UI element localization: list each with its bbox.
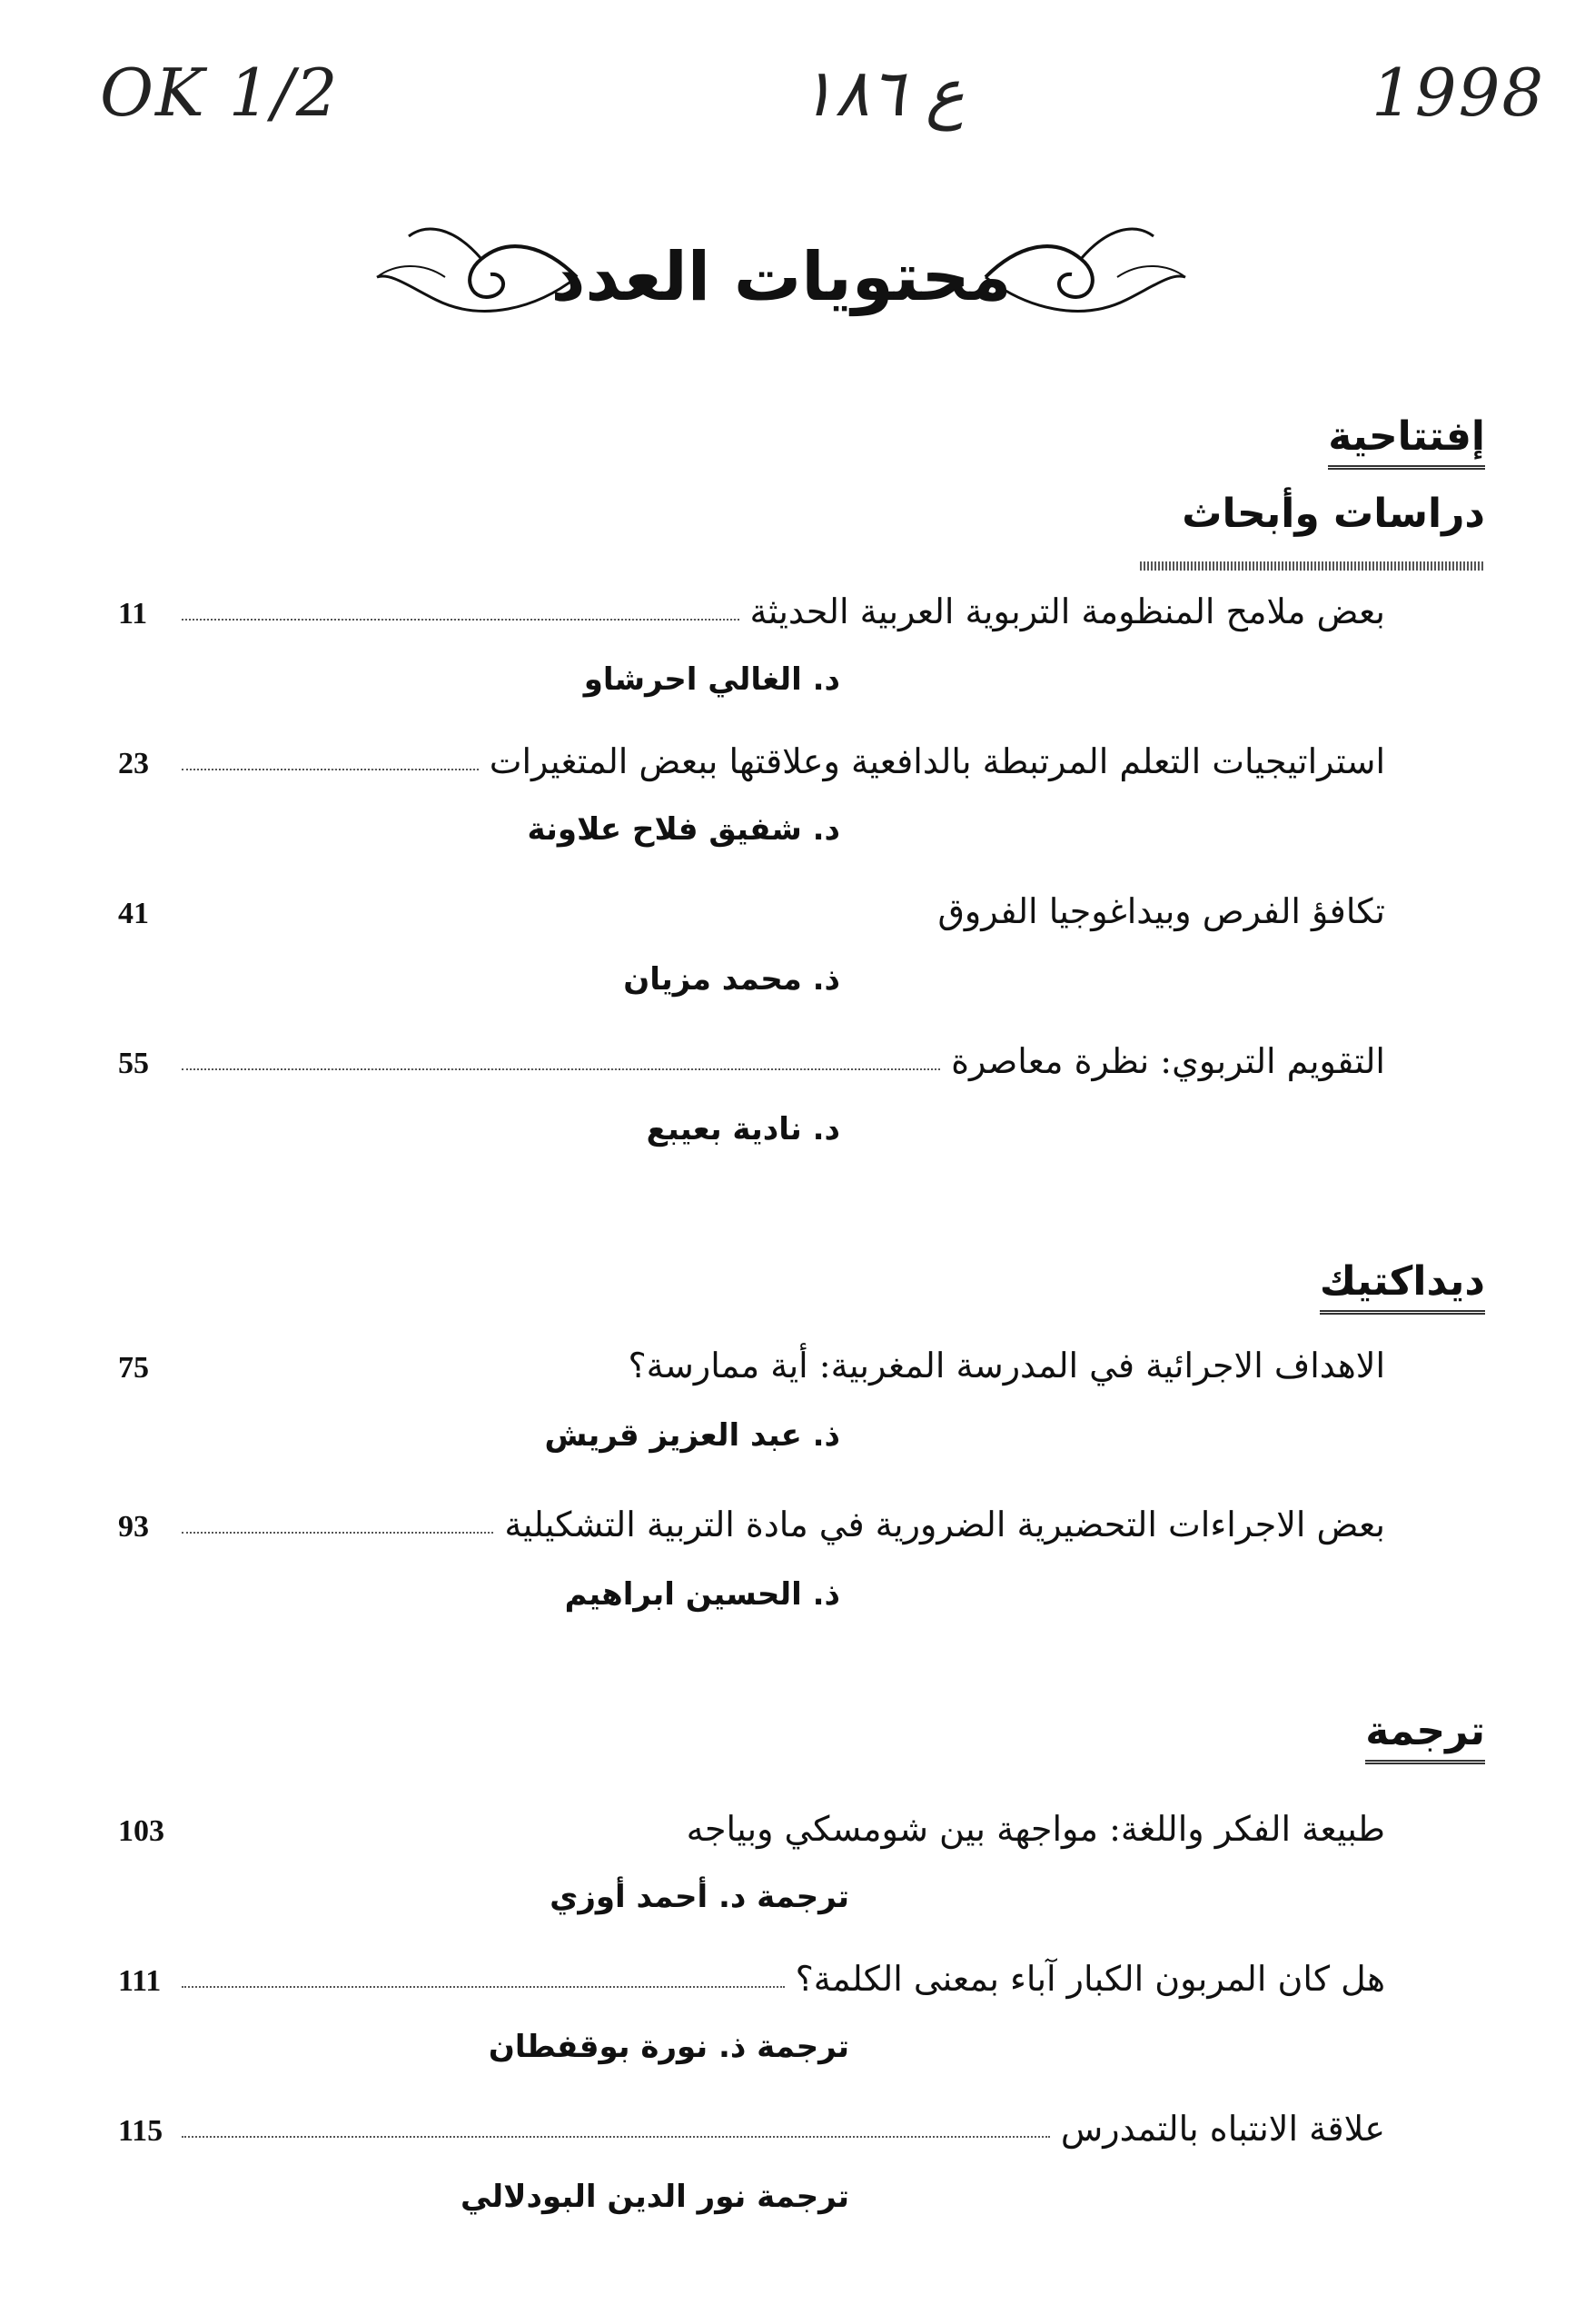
- section-heading-studies: دراسات وأبحاث: [1182, 491, 1485, 537]
- handwritten-note-year: 1998: [1372, 55, 1546, 131]
- entry-title: علاقة الانتباه بالتمدرس: [1060, 2109, 1385, 2149]
- toc-entry: [118, 1331, 1385, 1385]
- flourish-right-icon: [981, 209, 1190, 345]
- toc-entry: [118, 1794, 1385, 1849]
- entry-author: د. نادية بعيبع: [646, 1111, 840, 1147]
- toc-entry: [118, 1944, 1385, 1999]
- section-heading-didactics: ديداكتيك: [1122, 1258, 1485, 1315]
- entry-page: 23: [118, 747, 149, 780]
- entry-page: 75: [118, 1351, 149, 1385]
- section-rule: [1140, 561, 1485, 571]
- entry-author: ترجمة ذ. نورة بوقفطان: [488, 2029, 849, 2065]
- entry-author: ترجمة د. أحمد أوزي: [550, 1879, 849, 1915]
- toc-entry: [118, 577, 1385, 631]
- toc-entry: [118, 1490, 1385, 1544]
- entry-page: 115: [118, 2114, 163, 2148]
- toc-entry: [118, 1027, 1385, 1081]
- entry-author: د. شفيق فلاح علاونة: [527, 811, 840, 848]
- entry-title: التقويم التربوي: نظرة معاصرة: [951, 1041, 1385, 1081]
- dot-leader: [182, 1532, 493, 1534]
- entry-title: استراتيجيات التعلم المرتبطة بالدافعية وعلاقتها ببعض المتغيرات: [489, 741, 1385, 781]
- section-heading-translation: ترجمة: [1122, 1708, 1485, 1764]
- dot-leader: [182, 2136, 1050, 2138]
- handwritten-note-middle: ع ١٨٦: [799, 55, 965, 131]
- toc-entry: [118, 2094, 1385, 2149]
- entry-title: بعض ملامح المنظومة التربوية العربية الحديثة: [749, 591, 1385, 631]
- entry-page: 93: [118, 1510, 149, 1544]
- flourish-left-icon: [372, 209, 581, 345]
- entry-title: بعض الاجراءات التحضيرية الضرورية في مادة التربية التشكيلية: [504, 1505, 1385, 1544]
- entry-author: ذ. محمد مزيان: [623, 961, 840, 998]
- handwritten-note-left: OK 1/2: [100, 55, 340, 131]
- toc-entry: [118, 877, 1385, 931]
- entry-page: 55: [118, 1047, 149, 1080]
- entry-page: 103: [118, 1814, 164, 1848]
- dot-leader: [182, 769, 479, 770]
- section-heading-editorial: إفتتاحية: [1122, 413, 1485, 470]
- entry-author: د. الغالي احرشاو: [583, 661, 840, 698]
- entry-author: ذ. الحسين ابراهيم: [564, 1576, 840, 1613]
- entry-page: 11: [118, 597, 148, 631]
- dot-leader: [182, 619, 739, 621]
- entry-title: تكافؤ الفرص وبيداغوجيا الفروق: [937, 891, 1385, 931]
- entry-title: هل كان المربون الكبار آباء بمعنى الكلمة؟: [795, 1959, 1385, 1999]
- page-title: محتويات العدد: [550, 238, 1012, 316]
- title-banner: [372, 209, 1190, 345]
- dot-leader: [182, 1068, 940, 1070]
- entry-page: 41: [118, 897, 149, 930]
- entry-author: ذ. عبد العزيز قريش: [544, 1417, 840, 1454]
- dot-leader: [182, 1986, 785, 1988]
- entry-author: ترجمة نور الدين البودلالي: [461, 2179, 849, 2215]
- entry-page: 111: [118, 1964, 162, 1998]
- entry-title: طبيعة الفكر واللغة: مواجهة بين شومسكي وبياجه: [686, 1809, 1385, 1849]
- toc-entry: [118, 727, 1385, 781]
- entry-title: الاهداف الاجرائية في المدرسة المغربية: أية ممارسة؟: [628, 1346, 1385, 1385]
